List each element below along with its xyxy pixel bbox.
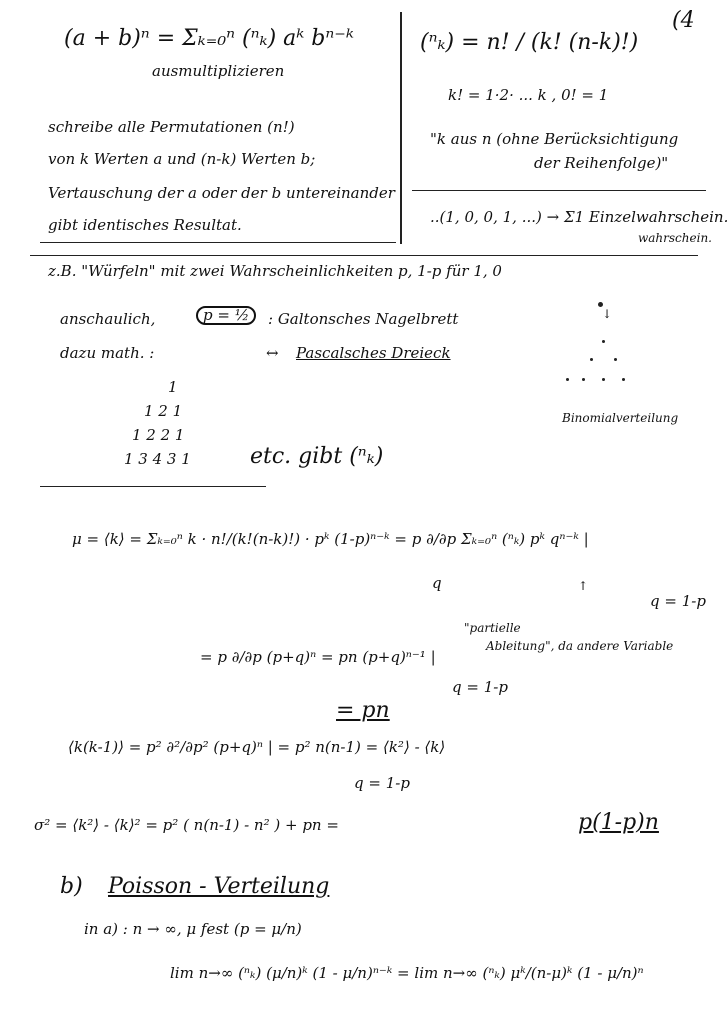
p-half-circled: p = ½: [196, 306, 256, 325]
pascal-row-1: 1: [168, 378, 178, 396]
galton-board-dots: [560, 296, 680, 396]
permutations-line-1: schreibe alle Permutationen (n!): [48, 118, 295, 136]
double-arrow-icon: ↔: [266, 344, 279, 362]
permutations-line-4: gibt identisches Resultat.: [48, 216, 242, 234]
pascal-triangle-label: Pascalsches Dreieck: [296, 344, 451, 362]
partial-derivative-note-2: Ableitung", da andere Variable: [486, 639, 674, 653]
section-divider-2: [40, 486, 266, 487]
mean-arrow-up: ↑: [578, 579, 589, 593]
mean-q-condition-1: q = 1-p: [650, 592, 706, 610]
pascal-row-4: 1 3 4 3 1: [124, 450, 191, 468]
partial-derivative-note-1: "partielle: [464, 621, 521, 635]
mean-derivation-line-1: μ = ⟨k⟩ = Σₖ₌₀ⁿ k · n!/(k!(n-k)!) · pᵏ (1-p)ⁿ⁻ᵏ = p ∂/∂p Σₖ₌₀ⁿ (ⁿₖ) pᵏ qⁿ⁻ᵏ |: [72, 530, 589, 548]
variance-formula: σ² = ⟨k²⟩ - ⟨k⟩² = p² ( n(n-1) - n² ) + pn =: [34, 816, 339, 834]
vertical-divider: [400, 12, 402, 244]
binomial-formula: (a + b)ⁿ = Σₖ₌₀ⁿ (ⁿₖ) aᵏ bⁿ⁻ᵏ: [64, 26, 354, 51]
binomial-coefficient: (ⁿₖ) = n! / (k! (n-k)!): [420, 30, 639, 55]
anschaulich-label: anschaulich,: [60, 310, 156, 328]
factorial-definition: k! = 1·2· ... k , 0! = 1: [448, 86, 609, 104]
variance-q-condition: q = 1-p: [354, 774, 410, 792]
math-label: dazu math. :: [60, 344, 155, 362]
choose-description-1: "k aus n (ohne Berücksichtigung: [430, 130, 679, 148]
binomial-distribution-label: Binomialverteilung: [562, 411, 679, 425]
mean-q-condition-2: q = 1-p: [452, 678, 508, 696]
mean-derivation-line-2: = p ∂/∂p (p+q)ⁿ = pn (p+q)ⁿ⁻¹ |: [200, 648, 436, 666]
etc-gibt: etc. gibt (ⁿₖ): [250, 444, 384, 469]
page-number: (4: [672, 8, 695, 33]
permutations-line-3: Vertauschung der a oder der b untereinander: [48, 184, 395, 202]
sequence-sum: ..(1, 0, 0, 1, ...) → Σ1 Einzelwahrschein.: [430, 208, 728, 226]
sequence-note: wahrschein.: [638, 231, 712, 245]
section-divider-1: [30, 255, 698, 256]
mean-result: = pn: [336, 698, 390, 723]
right-block-divider: [412, 190, 706, 191]
galton-board-label: : Galtonsches Nagelbrett: [268, 310, 459, 328]
poisson-condition: in a) : n → ∞, μ fest (p = μ/n): [84, 920, 302, 938]
choose-description-2: der Reihenfolge)": [534, 154, 669, 172]
left-block-divider: [40, 242, 396, 243]
poisson-part-label: b): [60, 874, 83, 899]
factorial-moment: ⟨k(k-1)⟩ = p² ∂²/∂p² (p+q)ⁿ | = p² n(n-1) = ⟨k²⟩ - ⟨k⟩: [68, 738, 446, 756]
mean-q-under: q: [432, 574, 442, 592]
poisson-limit: lim n→∞ (ⁿₖ) (μ/n)ᵏ (1 - μ/n)ⁿ⁻ᵏ = lim n→∞ (ⁿₖ) μᵏ/(n-μ)ᵏ (1 - μ/n)ⁿ: [170, 964, 644, 982]
pascal-row-3: 1 2 2 1: [132, 426, 185, 444]
down-arrow-icon: ↓: [602, 307, 613, 321]
example-line-1: z.B. "Würfeln" mit zwei Wahrscheinlichkeiten p, 1-p für 1, 0: [48, 262, 502, 280]
permutations-line-2: von k Werten a und (n-k) Werten b;: [48, 150, 316, 168]
poisson-title: Poisson - Verteilung: [108, 874, 330, 899]
binomial-formula-note: ausmultiplizieren: [152, 62, 285, 80]
variance-result: p(1-p)n: [578, 810, 659, 835]
pascal-row-2: 1 2 1: [144, 402, 183, 420]
